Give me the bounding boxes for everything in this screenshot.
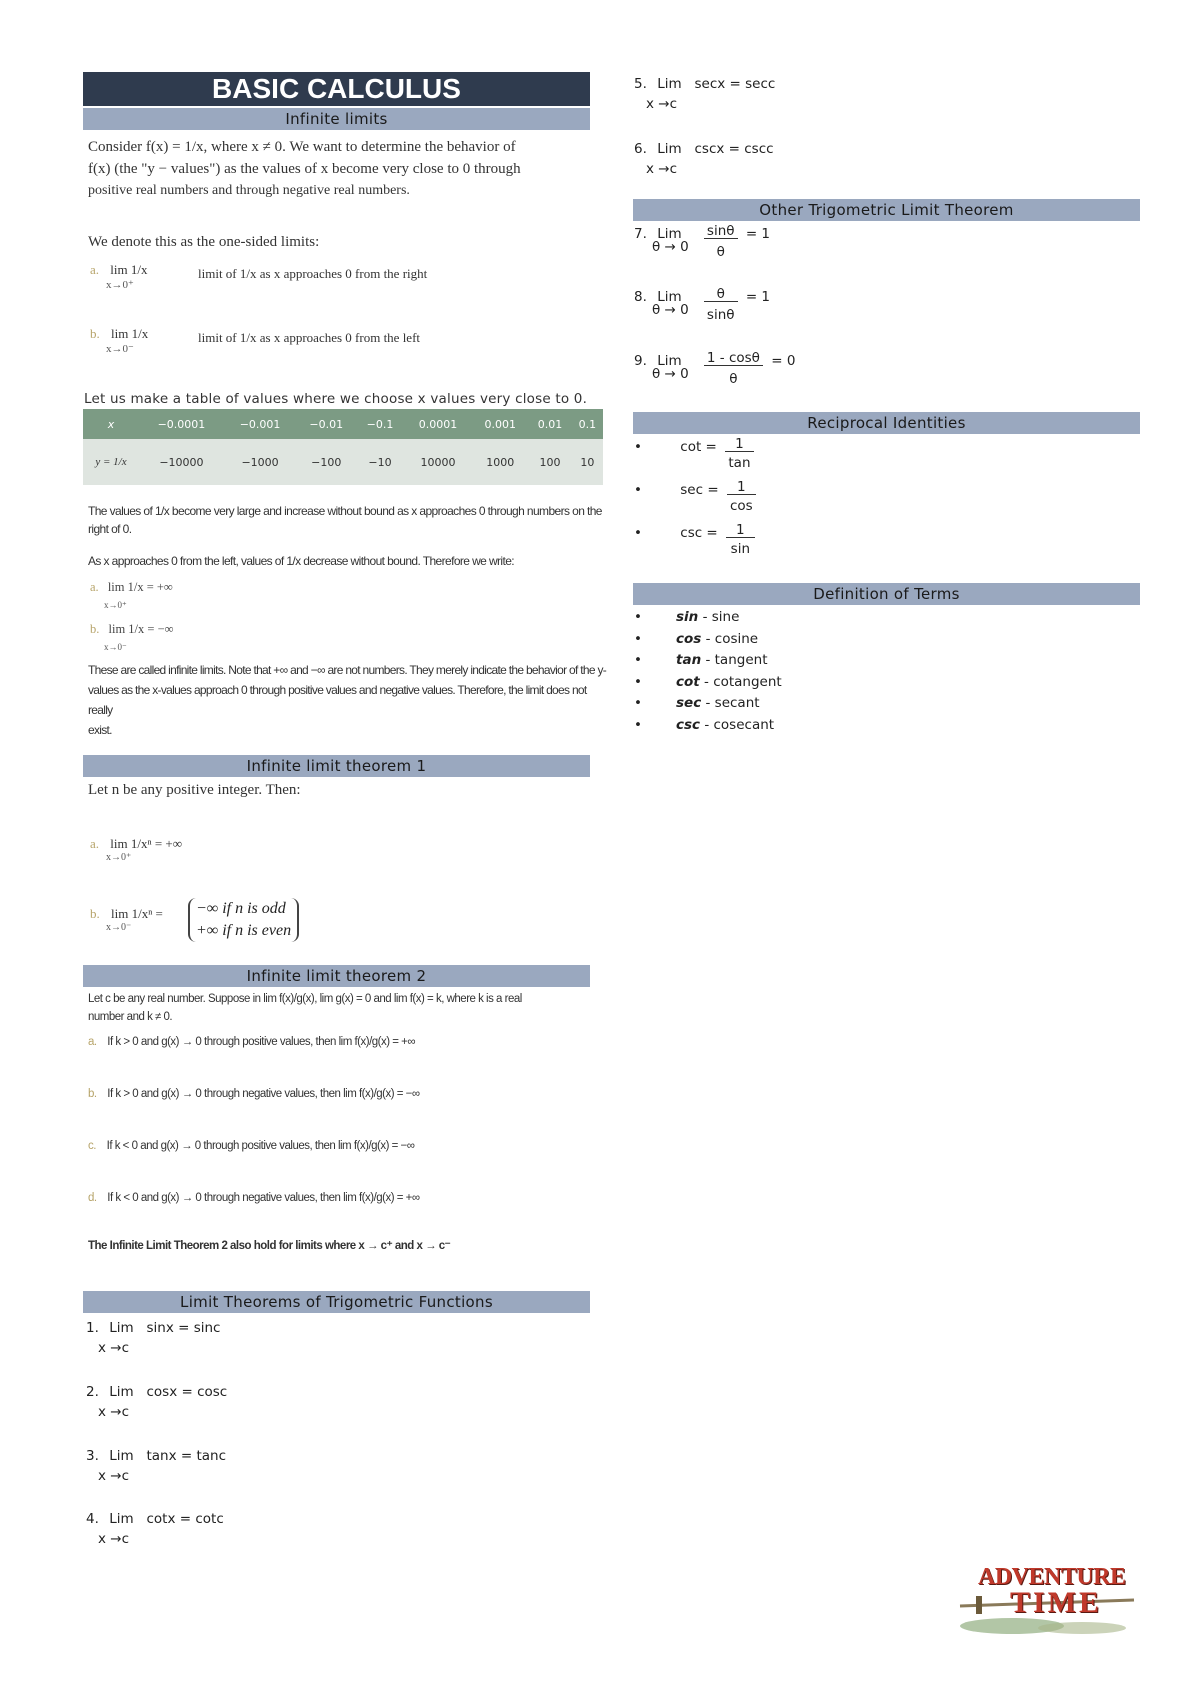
other-trig-8 bbox=[634, 286, 771, 323]
fraction-numerator: 1 bbox=[726, 523, 755, 538]
explanation-p2: As x approaches 0 from the left, values of 1/x decrease without bound. Therefore we write: bbox=[88, 554, 515, 568]
theorem2-c-text: If k < 0 and g(x) → 0 through positive values, then lim f(x)/g(x) = −∞ bbox=[106, 1140, 415, 1152]
adventure-time-logo bbox=[952, 1560, 1142, 1636]
term-def: - tangent bbox=[701, 652, 768, 668]
intro-line-3: positive real numbers and through negative real numbers. bbox=[88, 183, 410, 198]
theorem1-b-expr: lim 1/xⁿ = bbox=[111, 906, 163, 921]
theorem2-intro-2: number and k ≠ 0. bbox=[88, 1011, 173, 1023]
x-cell: 0.0001 bbox=[404, 409, 472, 439]
other-trig-sub: θ → 0 bbox=[652, 239, 689, 255]
other-trig-num: 9. bbox=[634, 353, 647, 369]
bullet-icon: • bbox=[634, 439, 642, 455]
term-abbr: csc bbox=[676, 716, 701, 733]
trig-limit-num: 3. bbox=[86, 1448, 99, 1464]
fraction-numerator: 1 bbox=[725, 437, 754, 452]
trig-limit-num: 1. bbox=[86, 1320, 99, 1336]
trig-limit-num: 6. bbox=[634, 141, 647, 157]
theorem1-b-sub: x→0⁻ bbox=[106, 922, 132, 933]
trig-limit-expr: Lim tanx = tanc bbox=[109, 1448, 227, 1464]
trig-limit-6 bbox=[634, 139, 774, 179]
x-cell: −0.0001 bbox=[139, 409, 224, 439]
limit-b-sub: x→0⁻ bbox=[106, 343, 134, 355]
one-sided-intro: We denote this as the one-sided limits: bbox=[88, 234, 320, 250]
section-theorem-2: Infinite limit theorem 2 bbox=[83, 965, 590, 987]
reciprocal-sec bbox=[634, 480, 756, 513]
trig-limit-sub: x →c bbox=[98, 1531, 130, 1547]
trig-limit-3 bbox=[86, 1446, 226, 1486]
limit-a-label: a. bbox=[90, 262, 100, 277]
other-trig-fraction bbox=[704, 224, 738, 259]
trig-limit-expr: Lim cotx = cotc bbox=[109, 1511, 224, 1527]
case-even: +∞ if n is even bbox=[196, 922, 292, 939]
limit-b-label: b. bbox=[90, 326, 100, 341]
limit-b-desc: limit of 1/x as x approaches 0 from the left bbox=[198, 330, 421, 345]
limit-a bbox=[90, 262, 147, 291]
trig-limit-4 bbox=[86, 1509, 224, 1549]
limit-b bbox=[90, 326, 148, 355]
other-trig-num: 8. bbox=[634, 289, 647, 305]
trig-limit-2 bbox=[86, 1382, 227, 1422]
trig-limit-sub: x →c bbox=[98, 1468, 130, 1484]
theorem2-note: The Infinite Limit Theorem 2 also hold for limits where x → c⁺ and x → c⁻ bbox=[88, 1240, 451, 1252]
other-trig-result: = 1 bbox=[745, 289, 771, 305]
theorem2-a bbox=[88, 1036, 415, 1048]
theorem2-block bbox=[88, 990, 608, 1026]
limit-a-desc: limit of 1/x as x approaches 0 from the right bbox=[198, 266, 428, 281]
other-trig-num: 7. bbox=[634, 226, 647, 242]
bullet-icon: • bbox=[634, 482, 642, 498]
y-cell: 10000 bbox=[404, 439, 472, 485]
note-line-2: values as the x-values approach 0 through positive values and negative values. Therefore, the limit does not really bbox=[88, 683, 587, 717]
term-abbr: cos bbox=[676, 630, 702, 647]
fraction-numerator: 1 - cosθ bbox=[704, 351, 763, 366]
y-cell: −10000 bbox=[139, 439, 224, 485]
note-line-3: exist. bbox=[88, 723, 112, 737]
limit-d-expr: lim 1/x = −∞ bbox=[108, 622, 174, 636]
y-cell: 100 bbox=[528, 439, 572, 485]
values-table-y-row bbox=[83, 439, 603, 485]
other-trig-sub: θ → 0 bbox=[652, 302, 689, 318]
note-line-1: These are called infinite limits. Note that +∞ and −∞ are not numbers. They merely indicate the behavior of the y- bbox=[88, 663, 607, 677]
term-def: - cosecant bbox=[700, 716, 775, 733]
limit-c-label: a. bbox=[90, 580, 99, 594]
theorem1-intro: Let n be any positive integer. Then: bbox=[88, 782, 301, 798]
term-cot bbox=[634, 672, 1034, 694]
theorem1-a bbox=[90, 836, 182, 863]
reciprocal-name: cot = bbox=[680, 439, 717, 455]
fraction-denominator: θ bbox=[729, 371, 738, 387]
theorem2-c bbox=[88, 1140, 414, 1152]
section-infinite-limits: Infinite limits bbox=[83, 108, 590, 130]
theorem2-c-label: c. bbox=[88, 1140, 96, 1152]
trig-limit-5 bbox=[634, 74, 775, 114]
other-trig-9 bbox=[634, 350, 796, 387]
term-def: - cosine bbox=[701, 630, 759, 647]
reciprocal-csc bbox=[634, 523, 755, 556]
theorem2-d bbox=[88, 1192, 420, 1204]
x-label-cell: x bbox=[83, 409, 139, 439]
x-cell: 0.1 bbox=[572, 409, 603, 439]
other-trig-result: = 1 bbox=[745, 226, 771, 242]
terms-list bbox=[634, 607, 1034, 736]
other-trig-lim: Lim bbox=[657, 289, 682, 305]
theorem2-a-label: a. bbox=[88, 1036, 97, 1048]
trig-limit-num: 4. bbox=[86, 1511, 99, 1527]
theorem1-a-label: a. bbox=[90, 836, 100, 851]
x-cell: −0.01 bbox=[296, 409, 356, 439]
reciprocal-fraction bbox=[726, 523, 755, 556]
trig-limit-num: 5. bbox=[634, 76, 647, 92]
y-label-cell: y = 1/x bbox=[83, 439, 139, 485]
term-def: - cotangent bbox=[699, 673, 782, 690]
limit-c-expr: lim 1/x = +∞ bbox=[107, 580, 173, 594]
term-tan bbox=[634, 650, 1034, 672]
intro-line-1: Consider f(x) = 1/x, where x ≠ 0. We want to determine the behavior of bbox=[88, 139, 516, 155]
case-odd: −∞ if n is odd bbox=[196, 900, 286, 917]
fraction-numerator: sinθ bbox=[704, 224, 738, 239]
term-def: - secant bbox=[701, 695, 760, 711]
fraction-numerator: 1 bbox=[727, 480, 756, 495]
limit-c-sub: x→0⁺ bbox=[104, 600, 127, 610]
theorem2-b-text: If k > 0 and g(x) → 0 through negative values, then lim f(x)/g(x) = −∞ bbox=[107, 1088, 420, 1100]
theorem1-b bbox=[90, 906, 163, 933]
limit-d-label: b. bbox=[90, 622, 100, 636]
logo-line-1: ADVENTURE bbox=[978, 1564, 1126, 1590]
values-table bbox=[83, 409, 603, 485]
theorem2-a-text: If k > 0 and g(x) → 0 through positive values, then lim f(x)/g(x) = +∞ bbox=[107, 1036, 416, 1048]
theorem2-b bbox=[88, 1088, 420, 1100]
x-cell: −0.001 bbox=[224, 409, 296, 439]
x-cell: −0.1 bbox=[356, 409, 404, 439]
theorem2-d-label: d. bbox=[88, 1192, 97, 1204]
term-abbr: sec bbox=[676, 695, 702, 711]
section-other-trig: Other Trigometric Limit Theorem bbox=[633, 199, 1140, 221]
term-def: - sine bbox=[698, 609, 740, 625]
logo-line-2: TIME bbox=[1010, 1586, 1103, 1619]
term-sec bbox=[634, 693, 1034, 715]
x-cell: 0.01 bbox=[528, 409, 572, 439]
term-abbr: tan bbox=[676, 652, 702, 668]
theorem1-a-expr: lim 1/xⁿ = +∞ bbox=[110, 836, 183, 851]
theorem1-a-sub: x→0⁺ bbox=[106, 852, 132, 863]
limit-c bbox=[90, 578, 173, 614]
term-csc bbox=[634, 715, 1034, 737]
other-trig-fraction bbox=[704, 351, 763, 386]
y-cell: −100 bbox=[296, 439, 356, 485]
trig-limit-num: 2. bbox=[86, 1384, 99, 1400]
theorem2-b-label: b. bbox=[88, 1088, 97, 1100]
reciprocal-name: sec = bbox=[680, 482, 719, 498]
term-abbr: cot bbox=[676, 673, 700, 690]
theorem1-b-cases bbox=[188, 898, 299, 942]
other-trig-lim: Lim bbox=[657, 226, 682, 242]
other-trig-sub: θ → 0 bbox=[652, 366, 689, 382]
reciprocal-cot bbox=[634, 437, 754, 470]
limit-d bbox=[90, 620, 174, 656]
trig-limit-sub: x →c bbox=[98, 1404, 130, 1420]
trig-limit-sub: x →c bbox=[98, 1340, 130, 1356]
page-title: BASIC CALCULUS bbox=[83, 72, 590, 106]
section-theorem-1: Infinite limit theorem 1 bbox=[83, 755, 590, 777]
limit-a-expr: lim 1/x bbox=[110, 262, 148, 277]
reciprocal-fraction bbox=[727, 480, 756, 513]
other-trig-lim: Lim bbox=[657, 353, 682, 369]
section-reciprocal: Reciprocal Identities bbox=[633, 412, 1140, 434]
reciprocal-fraction bbox=[725, 437, 754, 470]
y-cell: −10 bbox=[356, 439, 404, 485]
y-cell: −1000 bbox=[224, 439, 296, 485]
trig-limit-expr: Lim sinx = sinc bbox=[109, 1320, 221, 1336]
bullet-icon: • bbox=[634, 525, 642, 541]
trig-limit-sub: x →c bbox=[646, 96, 678, 112]
y-cell: 10 bbox=[572, 439, 603, 485]
fraction-denominator: tan bbox=[728, 455, 751, 471]
term-sin bbox=[634, 607, 1034, 629]
limit-a-sub: x→0⁺ bbox=[106, 279, 134, 291]
x-cell: 0.001 bbox=[472, 409, 528, 439]
trig-limit-expr: Lim secx = secc bbox=[657, 76, 776, 92]
fraction-denominator: sinθ bbox=[706, 307, 735, 323]
trig-limit-sub: x →c bbox=[646, 161, 678, 177]
y-cell: 1000 bbox=[472, 439, 528, 485]
other-trig-7 bbox=[634, 223, 771, 260]
limit-d-sub: x→0⁻ bbox=[104, 642, 127, 652]
intro-line-2: f(x) (the "y − values") as the values of x become very close to 0 through bbox=[88, 161, 521, 177]
intro-paragraph bbox=[88, 136, 598, 202]
theorem2-intro-1: Let c be any real number. Suppose in lim f(x)/g(x), lim g(x) = 0 and lim f(x) = k, where k is a real bbox=[88, 993, 522, 1005]
explanation-block bbox=[88, 502, 608, 570]
values-table-x-row bbox=[83, 409, 603, 439]
trig-limit-1 bbox=[86, 1318, 220, 1358]
fraction-denominator: sin bbox=[730, 541, 751, 557]
table-intro: Let us make a table of values where we choose x values very close to 0. bbox=[84, 391, 588, 407]
fraction-numerator: θ bbox=[704, 287, 738, 302]
explanation-p1: The values of 1/x become very large and increase without bound as x approaches 0 through numbers on the right of 0. bbox=[88, 504, 602, 536]
reciprocal-name: csc = bbox=[680, 525, 718, 541]
term-cos bbox=[634, 629, 1034, 651]
other-trig-result: = 0 bbox=[771, 353, 796, 369]
limit-b-expr: lim 1/x bbox=[111, 326, 149, 341]
trig-limit-expr: Lim cscx = cscc bbox=[657, 141, 774, 157]
trig-limit-expr: Lim cosx = cosc bbox=[109, 1384, 228, 1400]
section-terms: Definition of Terms bbox=[633, 583, 1140, 605]
theorem1-b-label: b. bbox=[90, 906, 100, 921]
section-trig-limits: Limit Theorems of Trigometric Functions bbox=[83, 1291, 590, 1313]
infinite-limits-note bbox=[88, 660, 608, 740]
theorem2-d-text: If k < 0 and g(x) → 0 through negative values, then lim f(x)/g(x) = +∞ bbox=[107, 1192, 420, 1204]
fraction-denominator: cos bbox=[729, 498, 753, 514]
term-abbr: sin bbox=[676, 609, 699, 625]
other-trig-fraction bbox=[704, 287, 738, 322]
fraction-denominator: θ bbox=[716, 244, 725, 260]
